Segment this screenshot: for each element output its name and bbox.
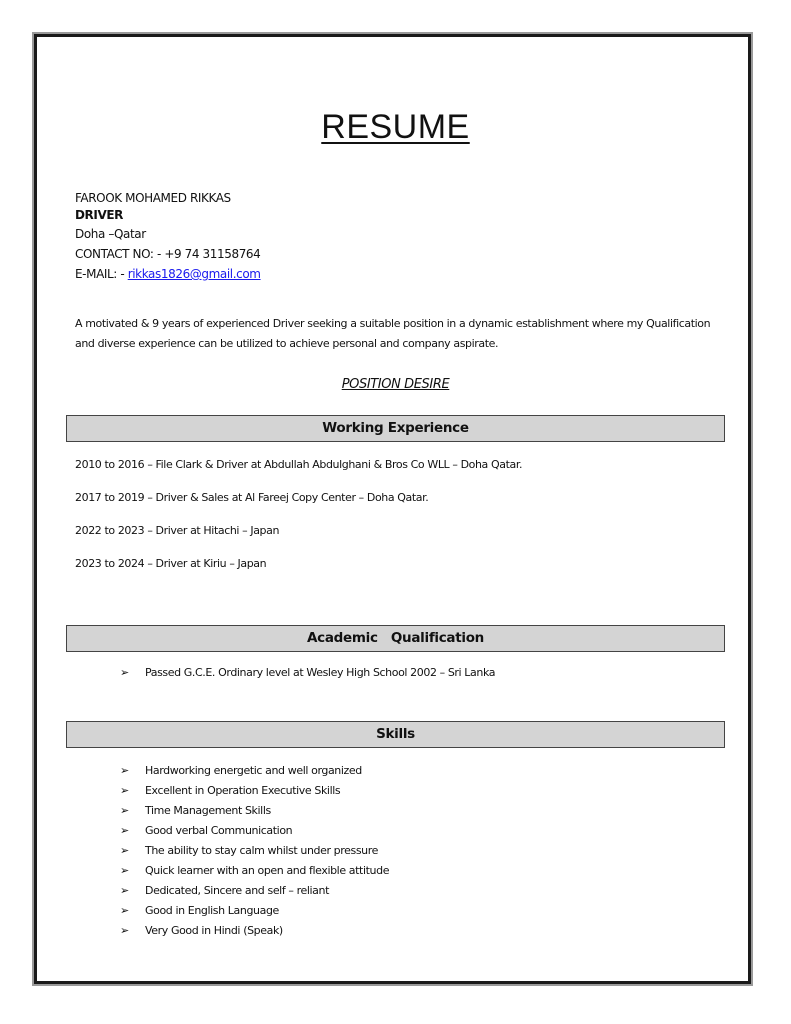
- skill-item: [120, 762, 389, 782]
- arrow-bullet-icon: ➢: [120, 784, 129, 797]
- skill-text: Excellent in Operation Executive Skills: [145, 784, 341, 797]
- skill-item: [120, 842, 389, 862]
- skills-list: [120, 762, 389, 942]
- resume-title: RESUME: [321, 108, 470, 146]
- arrow-bullet-icon: ➢: [120, 924, 129, 937]
- skill-text: Quick learner with an open and flexible attitude: [145, 864, 390, 877]
- skill-text: Dedicated, Sincere and self – reliant: [145, 884, 329, 897]
- skill-item: [120, 902, 389, 922]
- position-desire-heading: POSITION DESIRE: [341, 377, 450, 392]
- experience-item: 2023 to 2024 – Driver at Kiriu – Japan: [75, 557, 267, 570]
- arrow-bullet-icon: ➢: [120, 804, 129, 817]
- arrow-bullet-icon: ➢: [120, 824, 129, 837]
- academic-item: [120, 666, 495, 679]
- experience-item: 2022 to 2023 – Driver at Hitachi – Japan: [75, 524, 280, 537]
- email-link[interactable]: rikkas1826@gmail.com: [127, 267, 261, 281]
- arrow-bullet-icon: ➢: [120, 884, 129, 897]
- skill-text: Time Management Skills: [145, 804, 271, 817]
- skills-heading: Skills: [66, 721, 725, 748]
- experience-list: [75, 456, 522, 588]
- candidate-role: DRIVER: [75, 208, 123, 222]
- skill-text: The ability to stay calm whilst under pressure: [145, 844, 378, 857]
- academic-qualification-heading: Academic Qualification: [66, 625, 725, 652]
- skill-item: [120, 782, 389, 802]
- skill-item: [120, 862, 389, 882]
- skill-text: Good verbal Communication: [145, 824, 293, 837]
- skill-text: Very Good in Hindi (Speak): [145, 924, 283, 937]
- skill-item: [120, 802, 389, 822]
- experience-item: 2010 to 2016 – File Clark & Driver at Abdullah Abdulghani & Bros Co WLL – Doha Qatar.: [75, 458, 523, 471]
- candidate-phone: CONTACT NO: - +9 74 31158764: [75, 247, 261, 261]
- email-label: E-MAIL: -: [75, 267, 128, 281]
- arrow-bullet-icon: ➢: [120, 904, 129, 917]
- skill-text: Hardworking energetic and well organized: [145, 764, 362, 777]
- summary-paragraph: A motivated & 9 years of experienced Driver seeking a suitable position in a dynamic establishment where my Qualification and diverse experience can be utilized to achieve personal and company aspirate.: [75, 317, 711, 350]
- experience-item: 2017 to 2019 – Driver & Sales at Al Fareej Copy Center – Doha Qatar.: [75, 491, 429, 504]
- academic-item-text: Passed G.C.E. Ordinary level at Wesley High School 2002 – Sri Lanka: [145, 666, 496, 679]
- candidate-name: FAROOK MOHAMED RIKKAS: [75, 191, 231, 205]
- skill-text: Good in English Language: [145, 904, 279, 917]
- arrow-bullet-icon: ➢: [120, 864, 129, 877]
- arrow-bullet-icon: ➢: [120, 764, 129, 777]
- skill-item: [120, 882, 389, 902]
- arrow-bullet-icon: ➢: [120, 666, 129, 679]
- skill-item: [120, 822, 389, 842]
- working-experience-heading: Working Experience: [66, 415, 725, 442]
- contact-block: [75, 190, 261, 284]
- candidate-email-row: [75, 264, 261, 284]
- arrow-bullet-icon: ➢: [120, 844, 129, 857]
- candidate-location: Doha –Qatar: [75, 227, 146, 241]
- skill-item: [120, 922, 389, 942]
